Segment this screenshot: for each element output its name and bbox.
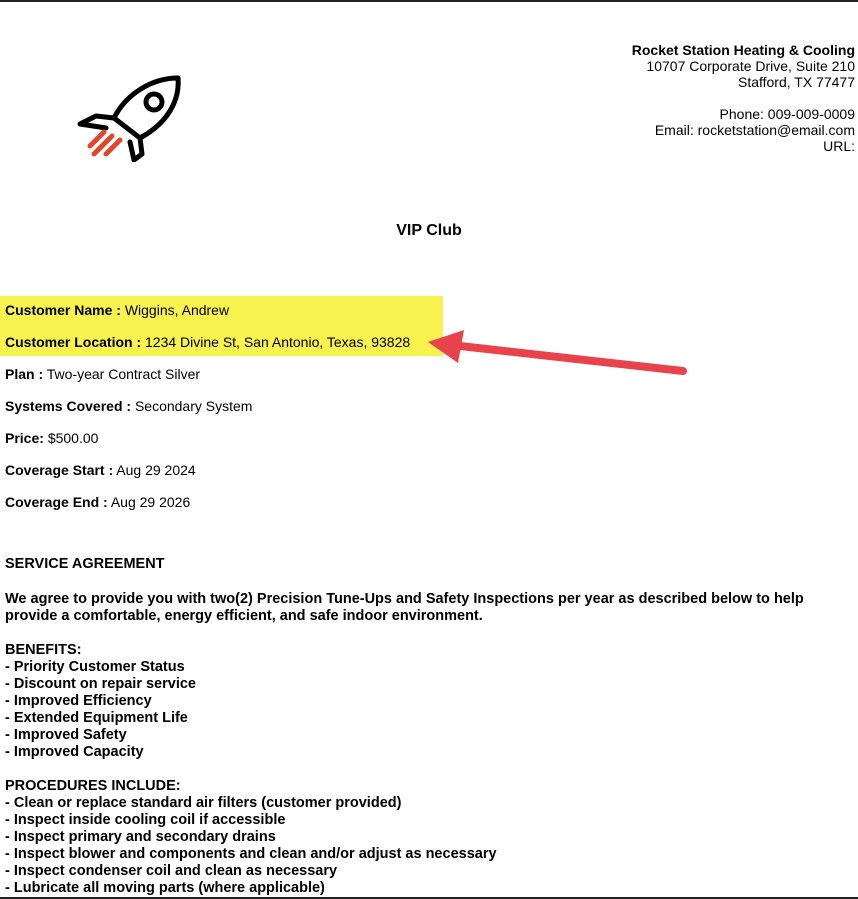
customer-name-label: Customer Name :: [5, 302, 121, 318]
top-border: [0, 0, 858, 2]
plan-row: [5, 366, 200, 382]
coverage-end-row: [5, 494, 190, 510]
list-item: - Inspect blower and components and clean and/or adjust as necessary: [5, 846, 497, 862]
plan-label: Plan :: [5, 366, 44, 382]
list-item: - Inspect primary and secondary drains: [5, 829, 276, 845]
coverage-start-label: Coverage Start :: [5, 462, 114, 478]
customer-location-row: [5, 334, 410, 350]
service-agreement-heading: SERVICE AGREEMENT: [5, 556, 165, 572]
price-value: $500.00: [47, 430, 99, 446]
annotation-arrow-icon: [420, 325, 695, 385]
list-item: - Clean or replace standard air filters (customer provided): [5, 795, 402, 811]
company-address-line1: 10707 Corporate Drive, Suite 210: [646, 58, 855, 74]
company-name: Rocket Station Heating & Cooling: [631, 42, 855, 58]
coverage-end-label: Coverage End :: [5, 494, 108, 510]
price-label: Price:: [5, 430, 44, 446]
list-item: - Lubricate all moving parts (where applicable): [5, 880, 325, 896]
list-item: - Improved Efficiency: [5, 693, 152, 709]
plan-value: Two-year Contract Silver: [46, 366, 201, 382]
company-url: URL:: [823, 138, 855, 154]
customer-name-row: [5, 302, 229, 318]
coverage-start-row: [5, 462, 196, 478]
systems-label: Systems Covered :: [5, 398, 132, 414]
list-item: - Improved Safety: [5, 727, 127, 743]
coverage-end-value: Aug 29 2026: [110, 494, 191, 510]
benefits-section: [5, 642, 850, 761]
document-title: VIP Club: [396, 222, 462, 239]
list-item: - Inspect condenser coil and clean as necessary: [5, 863, 338, 879]
price-row: [5, 430, 98, 446]
list-item: - Improved Capacity: [5, 744, 144, 760]
benefits-heading: BENEFITS:: [5, 642, 82, 658]
company-info: [632, 42, 855, 154]
company-phone: Phone: 009-009-0009: [719, 106, 855, 122]
systems-row: [5, 398, 252, 414]
procedures-section: [5, 778, 850, 897]
rocket-logo-icon: [74, 72, 188, 162]
customer-location-value: 1234 Divine St, San Antonio, Texas, 93828: [145, 334, 411, 350]
list-item: - Priority Customer Status: [5, 659, 185, 675]
procedures-heading: PROCEDURES INCLUDE:: [5, 778, 181, 794]
customer-name-value: Wiggins, Andrew: [124, 302, 230, 318]
list-item: - Discount on repair service: [5, 676, 196, 692]
list-item: - Extended Equipment Life: [5, 710, 188, 726]
company-email: Email: rocketstation@email.com: [654, 122, 855, 138]
coverage-start-value: Aug 29 2024: [116, 462, 196, 478]
list-item: - Inspect inside cooling coil if accessible: [5, 812, 286, 828]
service-agreement-intro: We agree to provide you with two(2) Precision Tune-Ups and Safety Inspections per year as described below to help provide a comfortable, energy efficient, and safe indoor environment.: [5, 591, 804, 624]
systems-value: Secondary System: [134, 398, 253, 414]
customer-location-label: Customer Location :: [5, 334, 142, 350]
company-address-line2: Stafford, TX 77477: [737, 74, 855, 90]
